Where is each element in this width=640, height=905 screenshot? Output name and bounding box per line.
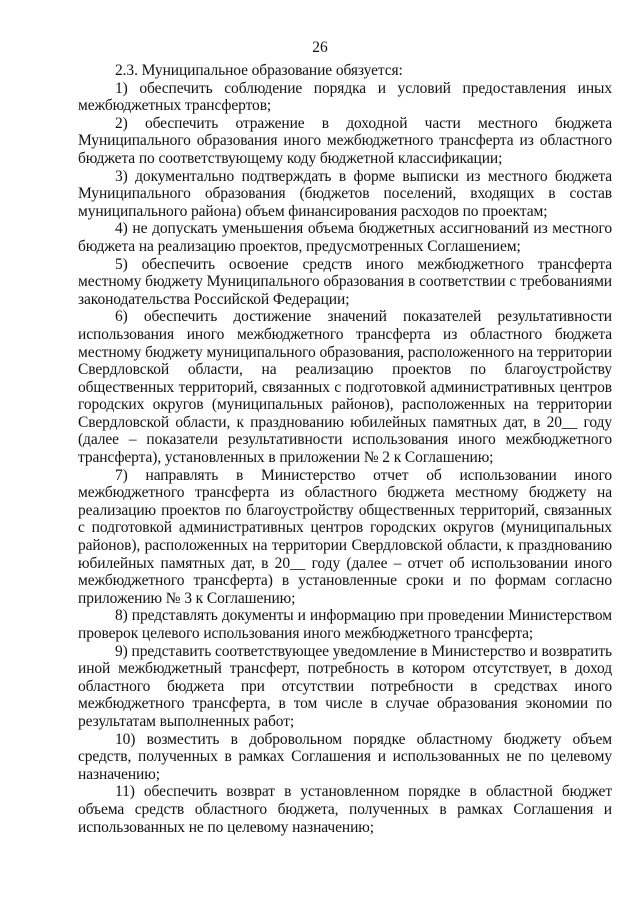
section-heading: 2.3. Муниципальное образование обязуется:: [115, 62, 403, 79]
obligation-item-5: 5) обеспечить освоение средств иного межбюджетного трансферта местному бюджету Муниципального образования в соответствии с требованиями законодательства Российской Федерации;: [78, 255, 612, 308]
obligation-item-7: 7) направлять в Министерство отчет об использовании иного межбюджетного трансферта из областного бюджета местному бюджету на реализацию проектов по благоустройству общественных территорий, связанных с подготовкой административных центров городских округов (муниципальных районов), расположенных на территории Свердловской области, к празднованию юбилейных памятных дат, в 20__ году (далее – отчет об использовании иного межбюджетного трансферта) в установленные сроки и по формам согласно приложению № 3 к Соглашению;: [78, 466, 612, 607]
obligation-item-10: 10) возместить в добровольном порядке областному бюджету объем средств, полученных в рамках Соглашения и использованных не по целевому назначению;: [78, 730, 612, 783]
obligation-item-1: 1) обеспечить соблюдение порядка и условий предоставления иных межбюджетных трансфертов;: [78, 79, 612, 115]
obligation-item-9: 9) представить соответствующее уведомление в Министерство и возвратить иной межбюджетный трансферт, потребность в котором отсутствует, в доход областного бюджета при отсутствии потребности в средствах иного межбюджетного трансферта, в том числе в случае образования экономии по результатам выполненных работ;: [78, 642, 612, 730]
obligation-item-3: 3) документально подтверждать в форме выписки из местного бюджета Муниципального образования (бюджетов поселений, входящих в состав муниципального района) объем финансирования расходов по проектам;: [78, 167, 612, 220]
obligation-item-8: 8) представлять документы и информацию при проведении Министерством проверок целевого использования иного межбюджетного трансферта;: [78, 607, 612, 642]
page-number: 26: [312, 39, 328, 56]
obligation-item-6: 6) обеспечить достижение значений показателей результативности использования иного межбюджетного трансферта из областного бюджета местному бюджету муниципального образования, расположенного на территории Свердловской области, на реализацию проектов по благоустройству общественных территорий, связанных с подготовкой административных центров городских округов (муниципальных районов), расположенных на территории Свердловской области, к празднованию юбилейных памятных дат, в 20__ году (далее – показатели результативности использования иного межбюджетного трансферта), установленных в приложении № 2 к Соглашению;: [78, 308, 612, 467]
obligation-item-2: 2) обеспечить отражение в доходной части местного бюджета Муниципального образования иного межбюджетного трансферта из областного бюджета по соответствующему коду бюджетной классификации;: [78, 114, 612, 167]
obligation-item-4: 4) не допускать уменьшения объема бюджетных ассигнований из местного бюджета на реализацию проектов, предусмотренных Соглашением;: [78, 220, 612, 255]
document-body: [78, 62, 612, 836]
obligation-item-11: 11) обеспечить возврат в установленном порядке в областной бюджет объема средств областного бюджета, полученных в рамках Соглашения и использованных не по целевому назначению;: [78, 783, 612, 836]
